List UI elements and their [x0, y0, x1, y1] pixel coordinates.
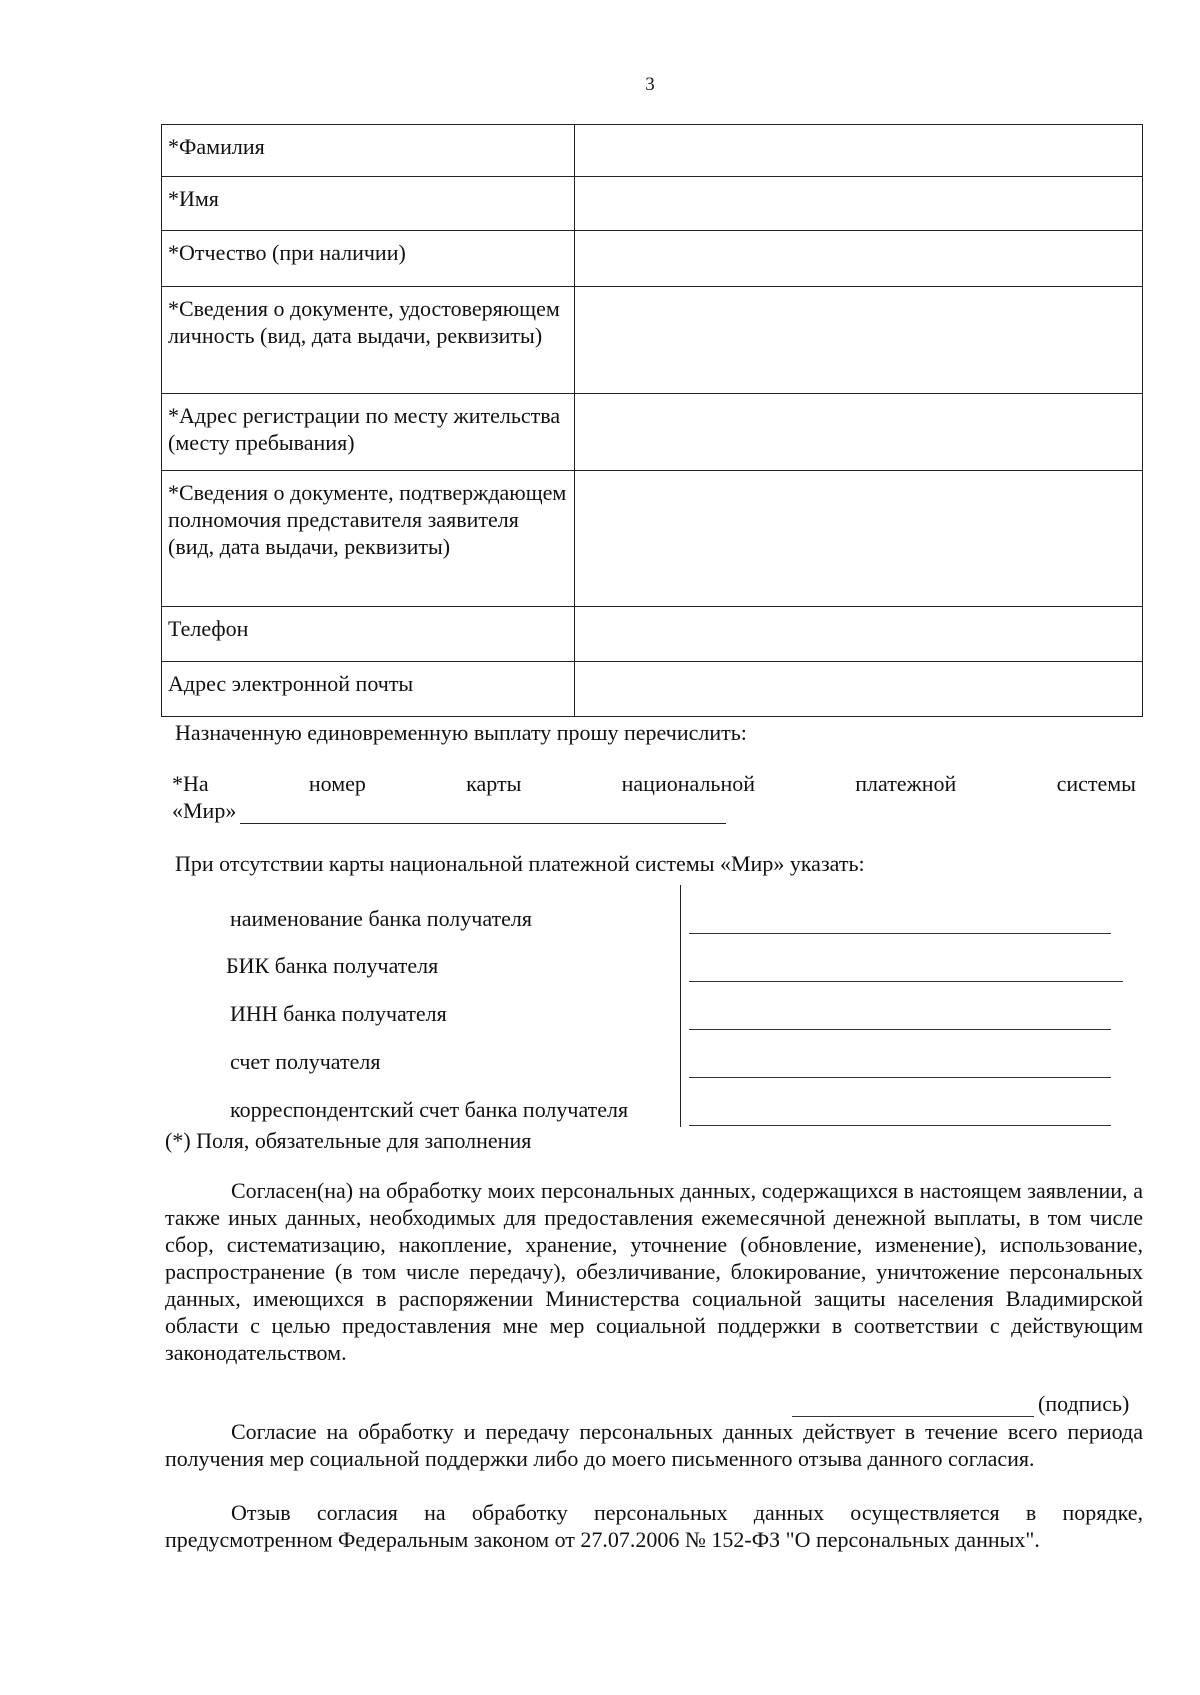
- account-field[interactable]: [689, 1077, 1111, 1078]
- table-row: [162, 177, 1143, 231]
- revocation-paragraph: Отзыв согласия на обработку персональных данных осуществляется в порядке, предусмотренном Федеральным законом от 27.07.2006 № 152-ФЗ "О персональных данных".: [165, 1500, 1143, 1552]
- bank-field-label: счет получателя: [230, 1049, 381, 1074]
- mir-card-line: [172, 771, 1136, 797]
- mir-word: платежной: [855, 771, 957, 796]
- field-label: *Сведения о документе, подтверждающем полномочия представителя заявителя (вид, дата выдачи, реквизиты): [162, 471, 575, 607]
- signature-label: (подпись): [1038, 1391, 1130, 1416]
- field-label: *Фамилия: [162, 125, 575, 177]
- field-value[interactable]: [575, 607, 1143, 662]
- bank-field-label: наименование банка получателя: [230, 906, 532, 931]
- validity-paragraph: Согласие на обработку и передачу персональных данных действует в течение всего периода получения мер социальной поддержки либо до моего письменного отзыва данного согласия.: [165, 1419, 1143, 1471]
- correspondent-account-field[interactable]: [689, 1125, 1111, 1126]
- mir-card-number-line: [172, 798, 726, 824]
- bank-name-field[interactable]: [689, 933, 1111, 934]
- required-fields-note: (*) Поля, обязательные для заполнения: [165, 1128, 532, 1153]
- field-value[interactable]: [575, 287, 1143, 394]
- field-label: *Адрес регистрации по месту жительства (месту пребывания): [162, 394, 575, 471]
- table-row: [162, 607, 1143, 662]
- field-label: *Отчество (при наличии): [162, 231, 575, 287]
- table-row: [162, 125, 1143, 177]
- bank-field-label: ИНН банка получателя: [230, 1001, 447, 1026]
- field-value[interactable]: [575, 231, 1143, 287]
- consent-paragraph: Согласен(на) на обработку моих персональных данных, содержащихся в настоящем заявлении, а также иных данных, необходимых для предоставления ежемесячной денежной выплаты, в том числе сбор, систематизацию, накопление, хранение, уточнение (обновление, изменение), использование, распространение (в том числе передачу), обезличивание, блокирование, уничтожение персональных данных, имеющихся в распоряжении Министерства социальной защиты населения Владимирской области с целью предоставления мне мер социальной поддержки в соответствии с действующим законодательством.: [165, 1178, 1143, 1365]
- table-row: [162, 471, 1143, 607]
- field-label: Телефон: [162, 607, 575, 662]
- applicant-form-table: [161, 124, 1143, 717]
- field-value[interactable]: [575, 394, 1143, 471]
- inn-field[interactable]: [689, 1029, 1111, 1030]
- table-row: [162, 287, 1143, 394]
- mir-card-number-field[interactable]: [240, 803, 726, 824]
- mir-word: *На: [172, 771, 209, 796]
- signature-field[interactable]: [792, 1396, 1034, 1417]
- field-label: Адрес электронной почты: [162, 662, 575, 717]
- field-value[interactable]: [575, 471, 1143, 607]
- mir-word: национальной: [621, 771, 756, 796]
- table-row: [162, 231, 1143, 287]
- field-value[interactable]: [575, 177, 1143, 231]
- mir-word: системы: [1056, 771, 1136, 796]
- signature-line: [792, 1391, 1129, 1417]
- field-value[interactable]: [575, 125, 1143, 177]
- mir-word: номер: [308, 771, 366, 796]
- bank-fields-divider: [680, 885, 681, 1127]
- bank-field-label: корреспондентский счет банка получателя: [230, 1097, 629, 1122]
- bik-field[interactable]: [689, 981, 1123, 982]
- payment-intro: Назначенную единовременную выплату прошу перечислить:: [175, 720, 747, 745]
- table-row: [162, 394, 1143, 471]
- table-row: [162, 662, 1143, 717]
- field-label: *Сведения о документе, удостоверяющем личность (вид, дата выдачи, реквизиты): [162, 287, 575, 394]
- mir-word: карты: [466, 771, 522, 796]
- bank-field-label: БИК банка получателя: [226, 953, 439, 978]
- field-label: *Имя: [162, 177, 575, 231]
- page-number: 3: [645, 74, 655, 95]
- mir-label: «Мир»: [172, 798, 237, 823]
- no-card-instruction: При отсутствии карты национальной платежной системы «Мир» указать:: [175, 851, 865, 876]
- field-value[interactable]: [575, 662, 1143, 717]
